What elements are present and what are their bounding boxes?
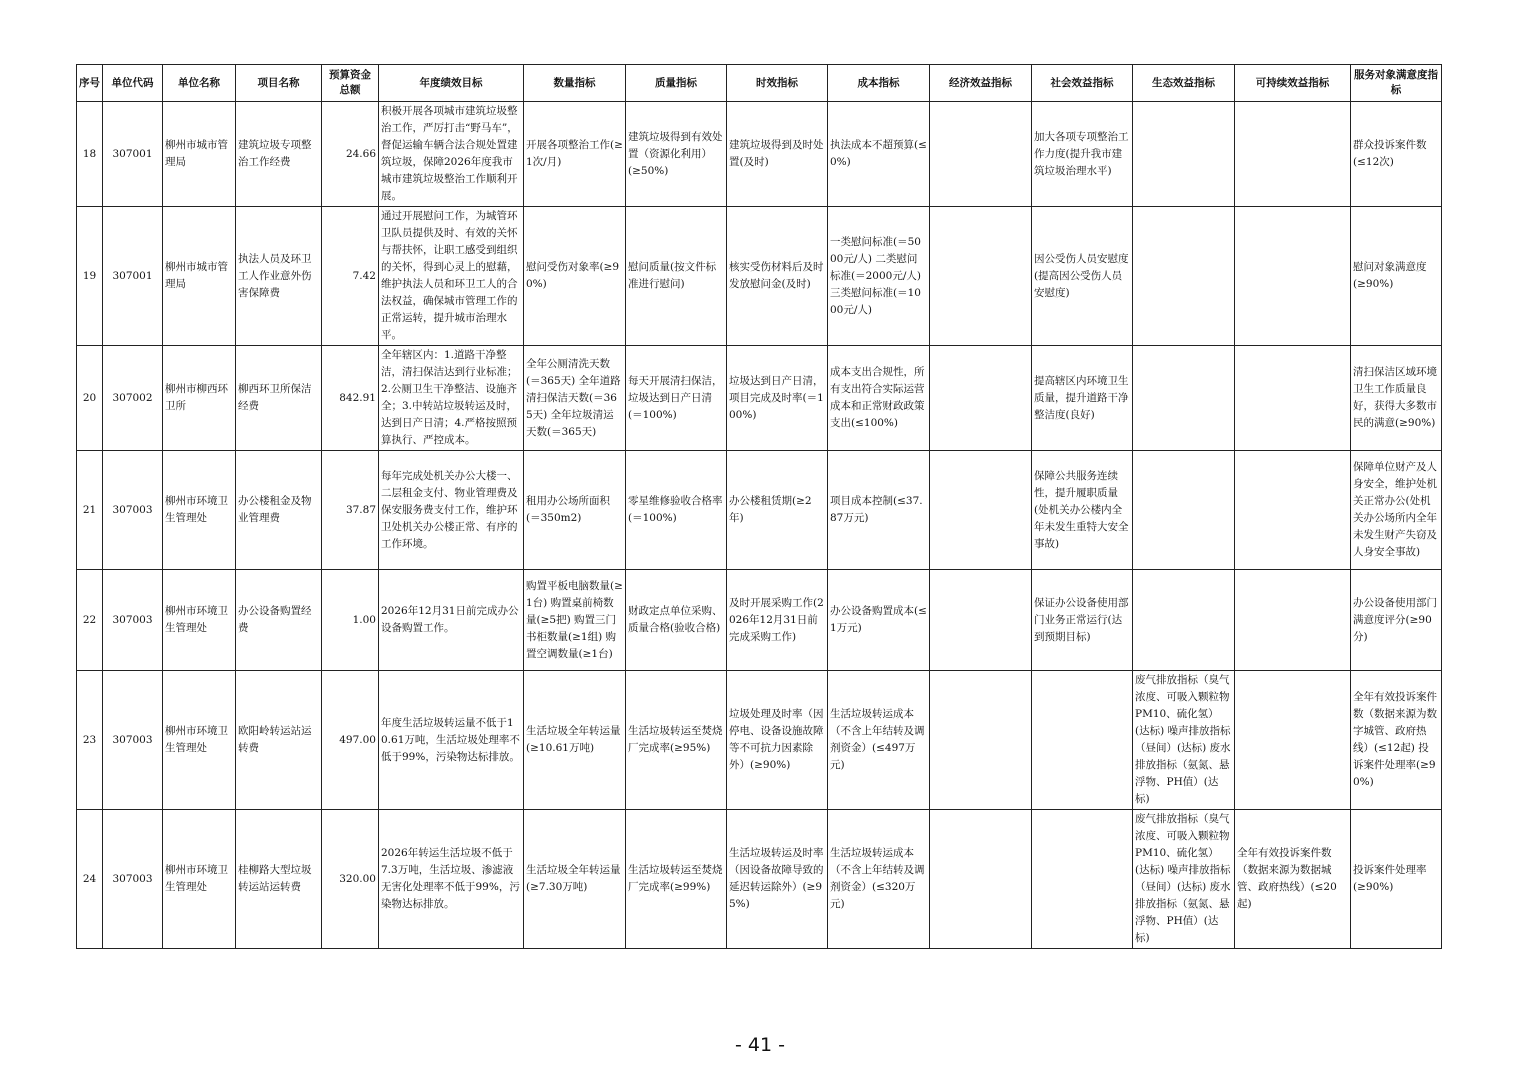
cell-social: 加大各项专项整治工作力度(提升我市建筑垃圾治理水平) [1032,102,1133,207]
cell-sustainable [1235,570,1351,671]
cell-quantity: 生活垃圾全年转运量(≥10.61万吨) [524,671,626,810]
cell-goal: 2026年转运生活垃圾不低于7.3万吨，生活垃圾、渗滤液无害化处理率不低于99%，污染物达标排放。 [379,810,524,949]
cell-social: 因公受伤人员安慰度(提高因公受伤人员安慰度) [1032,207,1133,346]
cell-economic [930,102,1032,207]
cell-social [1032,810,1133,949]
header-budget: 预算资金总额 [322,65,379,102]
cell-project: 欧阳岭转运站运转费 [236,671,322,810]
cell-quantity: 开展各项整治工作(≥1次/月) [524,102,626,207]
table-row [77,671,1442,810]
cell-goal: 年度生活垃圾转运量不低于10.61万吨，生活垃圾处理率不低于99%，污染物达标排放。 [379,671,524,810]
header-cost: 成本指标 [828,65,930,102]
cell-goal: 每年完成处机关办公大楼一、二层租金支付、物业管理费及保安服务费支付工作，维护环卫处机关办公楼正常、有序的工作环境。 [379,451,524,570]
header-code: 单位代码 [103,65,163,102]
cell-ecological [1133,102,1235,207]
cell-code: 307003 [103,451,163,570]
cell-budget: 1.00 [322,570,379,671]
cell-timeliness: 垃圾处理及时率（因停电、设备设施故障等不可抗力因素除外）(≥90%) [727,671,828,810]
cell-project: 柳西环卫所保洁经费 [236,346,322,451]
cell-timeliness: 及时开展采购工作(2026年12月31日前完成采购工作) [727,570,828,671]
cell-social: 提高辖区内环境卫生质量，提升道路干净整洁度(良好) [1032,346,1133,451]
cell-quality: 零星维修验收合格率(＝100%) [626,451,727,570]
cell-no: 22 [77,570,103,671]
cell-social: 保证办公设备使用部门业务正常运行(达到预期目标) [1032,570,1133,671]
cell-unit: 柳州市柳西环卫所 [163,346,236,451]
cell-code: 307001 [103,102,163,207]
cell-quantity: 购置平板电脑数量(≥1台) 购置桌前椅数量(≥5把) 购置三门书柜数量(≥1组) 购置空调数量(≥1台) [524,570,626,671]
cell-quality: 建筑垃圾得到有效处置（资源化利用）(≥50%) [626,102,727,207]
cell-budget: 24.66 [322,102,379,207]
cell-no: 20 [77,346,103,451]
cell-quantity: 生活垃圾全年转运量(≥7.30万吨) [524,810,626,949]
cell-satisfaction: 保障单位财产及人身安全，维护处机关正常办公(处机关办公场所内全年未发生财产失窃及人身安全事故) [1351,451,1442,570]
cell-quality: 财政定点单位采购、质量合格(验收合格) [626,570,727,671]
cell-cost: 生活垃圾转运成本（不含上年结转及调剂资金）(≤497万元) [828,671,930,810]
cell-ecological [1133,570,1235,671]
header-no: 序号 [77,65,103,102]
cell-budget: 497.00 [322,671,379,810]
cell-unit: 柳州市城市管理局 [163,102,236,207]
cell-satisfaction: 办公设备使用部门满意度评分(≥90分) [1351,570,1442,671]
cell-no: 21 [77,451,103,570]
cell-budget: 37.87 [322,451,379,570]
cell-ecological [1133,346,1235,451]
cell-economic [930,570,1032,671]
cell-timeliness: 生活垃圾转运及时率（因设备故障导致的延迟转运除外）(≥95%) [727,810,828,949]
table-row [77,346,1442,451]
cell-timeliness: 垃圾达到日产日清，项目完成及时率(＝100%) [727,346,828,451]
cell-project: 桂柳路大型垃圾转运站运转费 [236,810,322,949]
header-row [77,65,1442,102]
cell-cost: 成本支出合规性，所有支出符合实际运营成本和正常财政政策支出(≤100%) [828,346,930,451]
cell-budget: 842.91 [322,346,379,451]
cell-economic [930,207,1032,346]
cell-unit: 柳州市城市管理局 [163,207,236,346]
cell-project: 办公楼租金及物业管理费 [236,451,322,570]
cell-economic [930,346,1032,451]
cell-quality: 生活垃圾转运至焚烧厂完成率(≥99%) [626,810,727,949]
cell-cost: 项目成本控制(≤37.87万元) [828,451,930,570]
cell-satisfaction: 投诉案件处理率(≥90%) [1351,810,1442,949]
cell-cost: 办公设备购置成本(≤1万元) [828,570,930,671]
cell-economic [930,671,1032,810]
page-number: - 41 - [735,1034,785,1056]
cell-sustainable [1235,671,1351,810]
cell-economic [930,451,1032,570]
cell-economic [930,810,1032,949]
cell-no: 24 [77,810,103,949]
header-ecological: 生态效益指标 [1133,65,1235,102]
cell-unit: 柳州市环境卫生管理处 [163,810,236,949]
cell-project: 执法人员及环卫工人作业意外伤害保障费 [236,207,322,346]
cell-ecological [1133,207,1235,346]
cell-code: 307001 [103,207,163,346]
cell-sustainable: 全年有效投诉案件数（数据来源为数据城管、政府热线）(≤20起) [1235,810,1351,949]
table-row [77,451,1442,570]
cell-timeliness: 办公楼租赁期(≥2年) [727,451,828,570]
cell-code: 307003 [103,671,163,810]
table-row [77,207,1442,346]
cell-quality: 每天开展清扫保洁，垃圾达到日产日清(＝100%) [626,346,727,451]
cell-budget: 7.42 [322,207,379,346]
cell-sustainable [1235,346,1351,451]
cell-social [1032,671,1133,810]
table-row [77,102,1442,207]
cell-project: 办公设备购置经费 [236,570,322,671]
cell-ecological: 废气排放指标（臭气浓度、可吸入颗粒物PM10、硫化氢）(达标) 噪声排放指标（昼间）(达标) 废水排放指标（氨氮、悬浮物、PH值）(达标) [1133,810,1235,949]
cell-sustainable [1235,102,1351,207]
header-quantity: 数量指标 [524,65,626,102]
cell-code: 307002 [103,346,163,451]
cell-timeliness: 建筑垃圾得到及时处置(及时) [727,102,828,207]
header-quality: 质量指标 [626,65,727,102]
header-timeliness: 时效指标 [727,65,828,102]
cell-code: 307003 [103,570,163,671]
cell-satisfaction: 全年有效投诉案件数（数据来源为数字城管、政府热线）(≤12起) 投诉案件处理率(≥90%) [1351,671,1442,810]
cell-unit: 柳州市环境卫生管理处 [163,671,236,810]
table-row [77,570,1442,671]
cell-quantity: 租用办公场所面积(＝350m2) [524,451,626,570]
cell-quantity: 全年公厕清洗天数(＝365天) 全年道路清扫保洁天数(＝365天) 全年垃圾清运天数(＝365天) [524,346,626,451]
cell-goal: 积极开展各项城市建筑垃圾整治工作，严厉打击“野马车”，督促运输车辆合法合规处置建筑垃圾，保障2026年度我市城市建筑垃圾整治工作顺利开展。 [379,102,524,207]
cell-satisfaction: 清扫保洁区域环境卫生工作质量良好，获得大多数市民的满意(≥90%) [1351,346,1442,451]
cell-code: 307003 [103,810,163,949]
header-project: 项目名称 [236,65,322,102]
header-economic: 经济效益指标 [930,65,1032,102]
cell-project: 建筑垃圾专项整治工作经费 [236,102,322,207]
header-social: 社会效益指标 [1032,65,1133,102]
table-body [77,102,1442,949]
cell-social: 保障公共服务连续性，提升履职质量(处机关办公楼内全年未发生重特大安全事故) [1032,451,1133,570]
cell-ecological: 废气排放指标（臭气浓度、可吸入颗粒物PM10、硫化氢）(达标) 噪声排放指标（昼间）(达标) 废水排放指标（氨氮、悬浮物、PH值）(达标) [1133,671,1235,810]
cell-sustainable [1235,451,1351,570]
cell-cost: 一类慰问标准(＝5000元/人) 二类慰问标准(＝2000元/人) 三类慰问标准(＝1000元/人) [828,207,930,346]
cell-goal: 全年辖区内：1.道路干净整洁，清扫保洁达到行业标准；2.公厕卫生干净整洁、设施齐全；3.中转站垃圾转运及时，达到日产日清；4.严格按照预算执行、严控成本。 [379,346,524,451]
cell-satisfaction: 慰问对象满意度(≥90%) [1351,207,1442,346]
cell-unit: 柳州市环境卫生管理处 [163,451,236,570]
header-satisfaction: 服务对象满意度指标 [1351,65,1442,102]
cell-goal: 通过开展慰问工作，为城管环卫队员提供及时、有效的关怀与帮扶怀，让职工感受到组织的关怀，得到心灵上的慰藉，维护执法人员和环卫工人的合法权益，确保城市管理工作的正常运转，提升城市治理水平。 [379,207,524,346]
table-row [77,810,1442,949]
cell-quality: 慰问质量(按文件标准进行慰问) [626,207,727,346]
cell-no: 19 [77,207,103,346]
cell-quantity: 慰问受伤对象率(≥90%) [524,207,626,346]
cell-unit: 柳州市环境卫生管理处 [163,570,236,671]
cell-ecological [1133,451,1235,570]
performance-table [76,64,1442,949]
cell-no: 23 [77,671,103,810]
cell-cost: 生活垃圾转运成本（不含上年结转及调剂资金）(≤320万元) [828,810,930,949]
cell-no: 18 [77,102,103,207]
cell-satisfaction: 群众投诉案件数(≤12次) [1351,102,1442,207]
cell-goal: 2026年12月31日前完成办公设备购置工作。 [379,570,524,671]
cell-budget: 320.00 [322,810,379,949]
cell-sustainable [1235,207,1351,346]
cell-quality: 生活垃圾转运至焚烧厂完成率(≥95%) [626,671,727,810]
cell-timeliness: 核实受伤材料后及时发放慰问金(及时) [727,207,828,346]
header-unit: 单位名称 [163,65,236,102]
header-goal: 年度绩效目标 [379,65,524,102]
cell-cost: 执法成本不超预算(≤0%) [828,102,930,207]
header-sustainable: 可持续效益指标 [1235,65,1351,102]
